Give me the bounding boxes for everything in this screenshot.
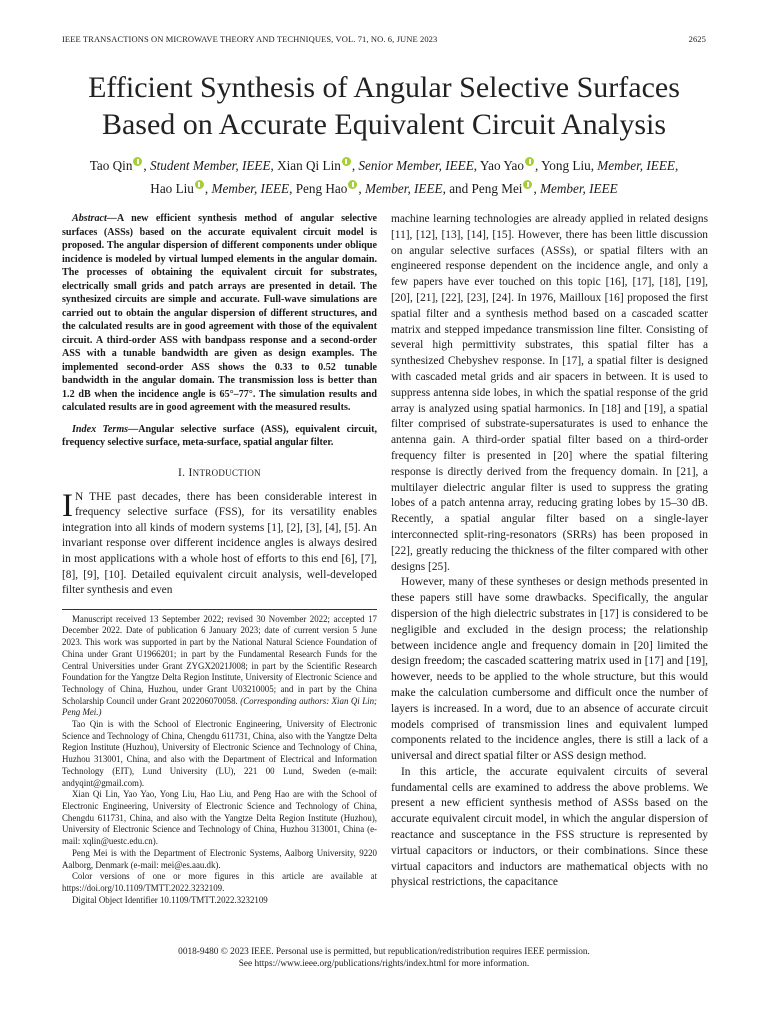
running-header: IEEE TRANSACTIONS ON MICROWAVE THEORY AND TECHNIQUES, VOL. 71, NO. 6, JUNE 2023 — [62, 34, 438, 44]
author-name: Peng Hao — [295, 181, 348, 196]
paper-title-line1: Efficient Synthesis of Angular Selective Surfaces — [88, 71, 680, 104]
author-role: Member, IEEE — [364, 181, 443, 196]
footnote-affiliation: Xian Qi Lin, Yao Yao, Yong Liu, Hao Liu, and Peng Hao are with the School of Electronic Engineering, University of Electronic Science and Technology of China, Chengdu 611731, China, and also with the Yangtze Delta Region Institute (Huzhou), University of Electronic Science and Technology of China, Huzhou 313001, China (e-mail: xqlin@uestc.edu.cn). — [62, 789, 377, 847]
right-column — [391, 212, 708, 891]
left-column — [62, 212, 377, 906]
orcid-icon[interactable] — [195, 180, 204, 189]
drop-cap: I — [62, 487, 73, 524]
orcid-icon[interactable] — [342, 157, 351, 166]
copyright-footer — [60, 947, 708, 971]
author-name: Tao Qin — [89, 158, 133, 173]
page-number: 2625 — [688, 34, 706, 44]
abstract-text: A new efficient synthesis method of angular selective surfaces (ASSs) based on the accurate equivalent circuit model is proposed. The angular dispersion of different components under oblique incidence is modeled by virtual lumped elements in the angular domain. The processes of obtaining the equivalent circuit for substrates, electrically small grids and patch arrays are presented in detail. The synthesized circuits are simple and accurate. Full-wave simulations are carried out to obtain the angular dispersion of different structures, and the calculated results are in good agreement with those of the equivalent circuit. A third-order ASS with bandpass response and a second-order ASS with a tunable bandwidth are given as design examples. The implemented second-order ASS shows the 0.33 to 0.52 tunable bandwidth in the angular domain. The transmission loss is better than 1.2 dB when the incidence angle is 65°–77°. The simulation results and calculated results are in good agreement with the measured results. — [62, 213, 377, 413]
orcid-icon[interactable] — [523, 180, 532, 189]
author-role: Student Member, IEEE — [150, 158, 271, 173]
footnote-affiliation: Peng Mei is with the Department of Electronic Systems, Aalborg University, 9220 Aalborg, Denmark (e-mail: mei@es.aau.dk). — [62, 847, 377, 870]
author-name: Yong Liu — [541, 158, 591, 173]
orcid-icon[interactable] — [133, 157, 142, 166]
orcid-icon[interactable] — [348, 180, 357, 189]
index-terms — [62, 423, 377, 450]
author-role: Senior Member, IEEE — [358, 158, 474, 173]
author-name: Hao Liu — [150, 181, 194, 196]
footnote-affiliation: Tao Qin is with the School of Electronic Engineering, University of Electronic Science and Technology of China, Chengdu 611731, China, also with the Yangtze Delta Region Institute (Huzhou), University of Electronic Science and Technology of China, Huzhou 313001, China, and also with the Department of Electrical and Information Technology (EIT), Lund University (LU), 221 00 Lund, Sweden (e-mail: andyqint@gmail.com). — [62, 719, 377, 788]
body-paragraph: machine learning technologies are already applied in related designs [11], [12], [13], [14], [15]. However, there has been little discussion on angular selective surfaces (ASSs), or spatial filters with an engineered response dependent on the incidence angle, and only a few papers have ever touched on this topic [16], [17], [18], [19], [20], [21], [22], [23], [24]. In 1976, Mailloux [16] proposed the first spatial filter and a synthesis method based on a cascaded scatter matrix and stepped impedance transmission line filter. Consisting of several high permittivity substrates, this spatial filter has a synthesized Chebyshev response. In [17], a spatial filter is designed with cascaded metal grids and air spacers in between. It is used to suppress antenna side lobes, in which the spatial response of the grid array is analyzed using spatial harmonics. In [18] and [19], a spatial filter comprised of substrate-supersaturates is used to enhance the antenna gain. A third-order spatial filter based on a third-order frequency filter is presented in [20] where the spatial filtering response is directly derived from the frequency domain. In [21], a multilayer dielectric angular filter is used to suppress the grating lobes of a patch antenna array, reducing grating lobes by 15–30 dB. Recently, a spatial angular filter based on a single-layer interconnected split-ring-resonators (SRRs) has been proposed in [22], greatly reducing the thickness of the filter compared with other designs [25]. — [391, 213, 708, 573]
author-role: Member, IEEE — [540, 181, 618, 196]
author-role: Member, IEEE — [211, 181, 290, 196]
author-name: Peng Mei — [471, 181, 523, 196]
orcid-icon[interactable] — [525, 157, 534, 166]
section-heading: I. INTRODUCTION — [178, 466, 261, 479]
abstract-label: Abstract— — [72, 213, 117, 224]
author-role: Member, IEEE — [597, 158, 675, 173]
author-name: Yao Yao — [479, 158, 524, 173]
author-conjunction: and — [449, 181, 469, 196]
intro-paragraph: I N THE past decades, there has been considerable interest in frequency selective surface (FSS), for its versatility enables integration into all kinds of modern systems [1], [2], [3], [4], [5]. An invariant response over different incidence angles is always desired in most applications with a whole host of efforts to this end [6], [7], [8], [9], [10]. Detailed equivalent circuit analysis, well-developed filter synthesis and even — [62, 487, 377, 597]
paper-title-line2: Based on Accurate Equivalent Circuit Analysis — [101, 108, 667, 141]
footnote-rule — [62, 609, 377, 610]
index-terms-text: Angular selective surface (ASS), equivalent circuit, frequency selective surface, meta-surface, spatial angular filter. — [62, 423, 377, 448]
rights-link[interactable]: See https://www.ieee.org/publications/rights/index.html for more information. — [238, 958, 530, 969]
footnote-doi: Digital Object Identifier 10.1109/TMTT.2022.3232109 — [72, 894, 268, 905]
footnote-color[interactable]: Color versions of one or more figures in this article are available at https://doi.org/10.1109/TMTT.2022.3232109. — [62, 871, 377, 893]
body-paragraph: However, many of these syntheses or design methods presented in these papers still have some drawbacks. Specifically, the angular dispersion of the high dielectric substrates in [17] is considered to be negligible and excluded in the design process; the relationship between incidence angle and frequency domain in [20] limited the design freedom; the cascaded scattering matrix used in [17] and [19], however, needs to be applied to the whole structure, but this would make the calculation cumbersome and difficult once the number of layers is increased. In a word, due to an absence of accurate circuit models comprised of transmission lines and equivalent lumped components related to the incidence angles, there is still a lack of a universal and direct spatial filter or ASS design method. — [391, 576, 708, 763]
author-name: Xian Qi Lin — [277, 158, 341, 173]
index-terms-label: Index Terms— — [72, 423, 139, 435]
abstract — [62, 212, 377, 415]
copyright-line: 0018-9480 © 2023 IEEE. Personal use is permitted, but republication/redistribution requires IEEE permission. — [178, 947, 590, 957]
body-paragraph: In this article, the accurate equivalent circuits of several fundamental cells are examined to address the above problems. We present a new efficient synthesis method of ASSs based on the accurate equivalent circuit model, in which the angular dispersion of reactance and susceptance in the FSS structure is represented by virtual capacitors or inductors, or their combinations. Since these virtual capacitors and inductors are mathematical objects with no physical restrictions, the capacitance — [391, 765, 708, 889]
footnote-manuscript: Manuscript received 13 September 2022; revised 30 November 2022; accepted 17 December 2022. Date of publication 6 January 2023; date of current version 5 June 2023. This work was supported in part by the National Natural Science Foundation of China under Grant U1966201; in part by the Fundamental Research Funds for the Central Universities under Grant ZYGX2021J008; in part by the Scientific Research Foundation for the Yangtze Delta Region Institute, University of Electronic Science and Technology of China, Huzhou, under Grant U03210005; and in part by the China Scholarship Council under Grant 202206070058. (Corresponding authors: Xian Qi Lin; Peng Mei.) — [62, 613, 377, 718]
author-list: Tao Qin , Student Member, IEEE, Xian Qi Lin , Senior Member, IEEE, Yao Yao , Yong Liu, Member, IEEE, Hao Liu , Member, IEEE, Peng Hao , Member, IEEE, and Peng Mei , Member, IEEE — [89, 158, 679, 196]
